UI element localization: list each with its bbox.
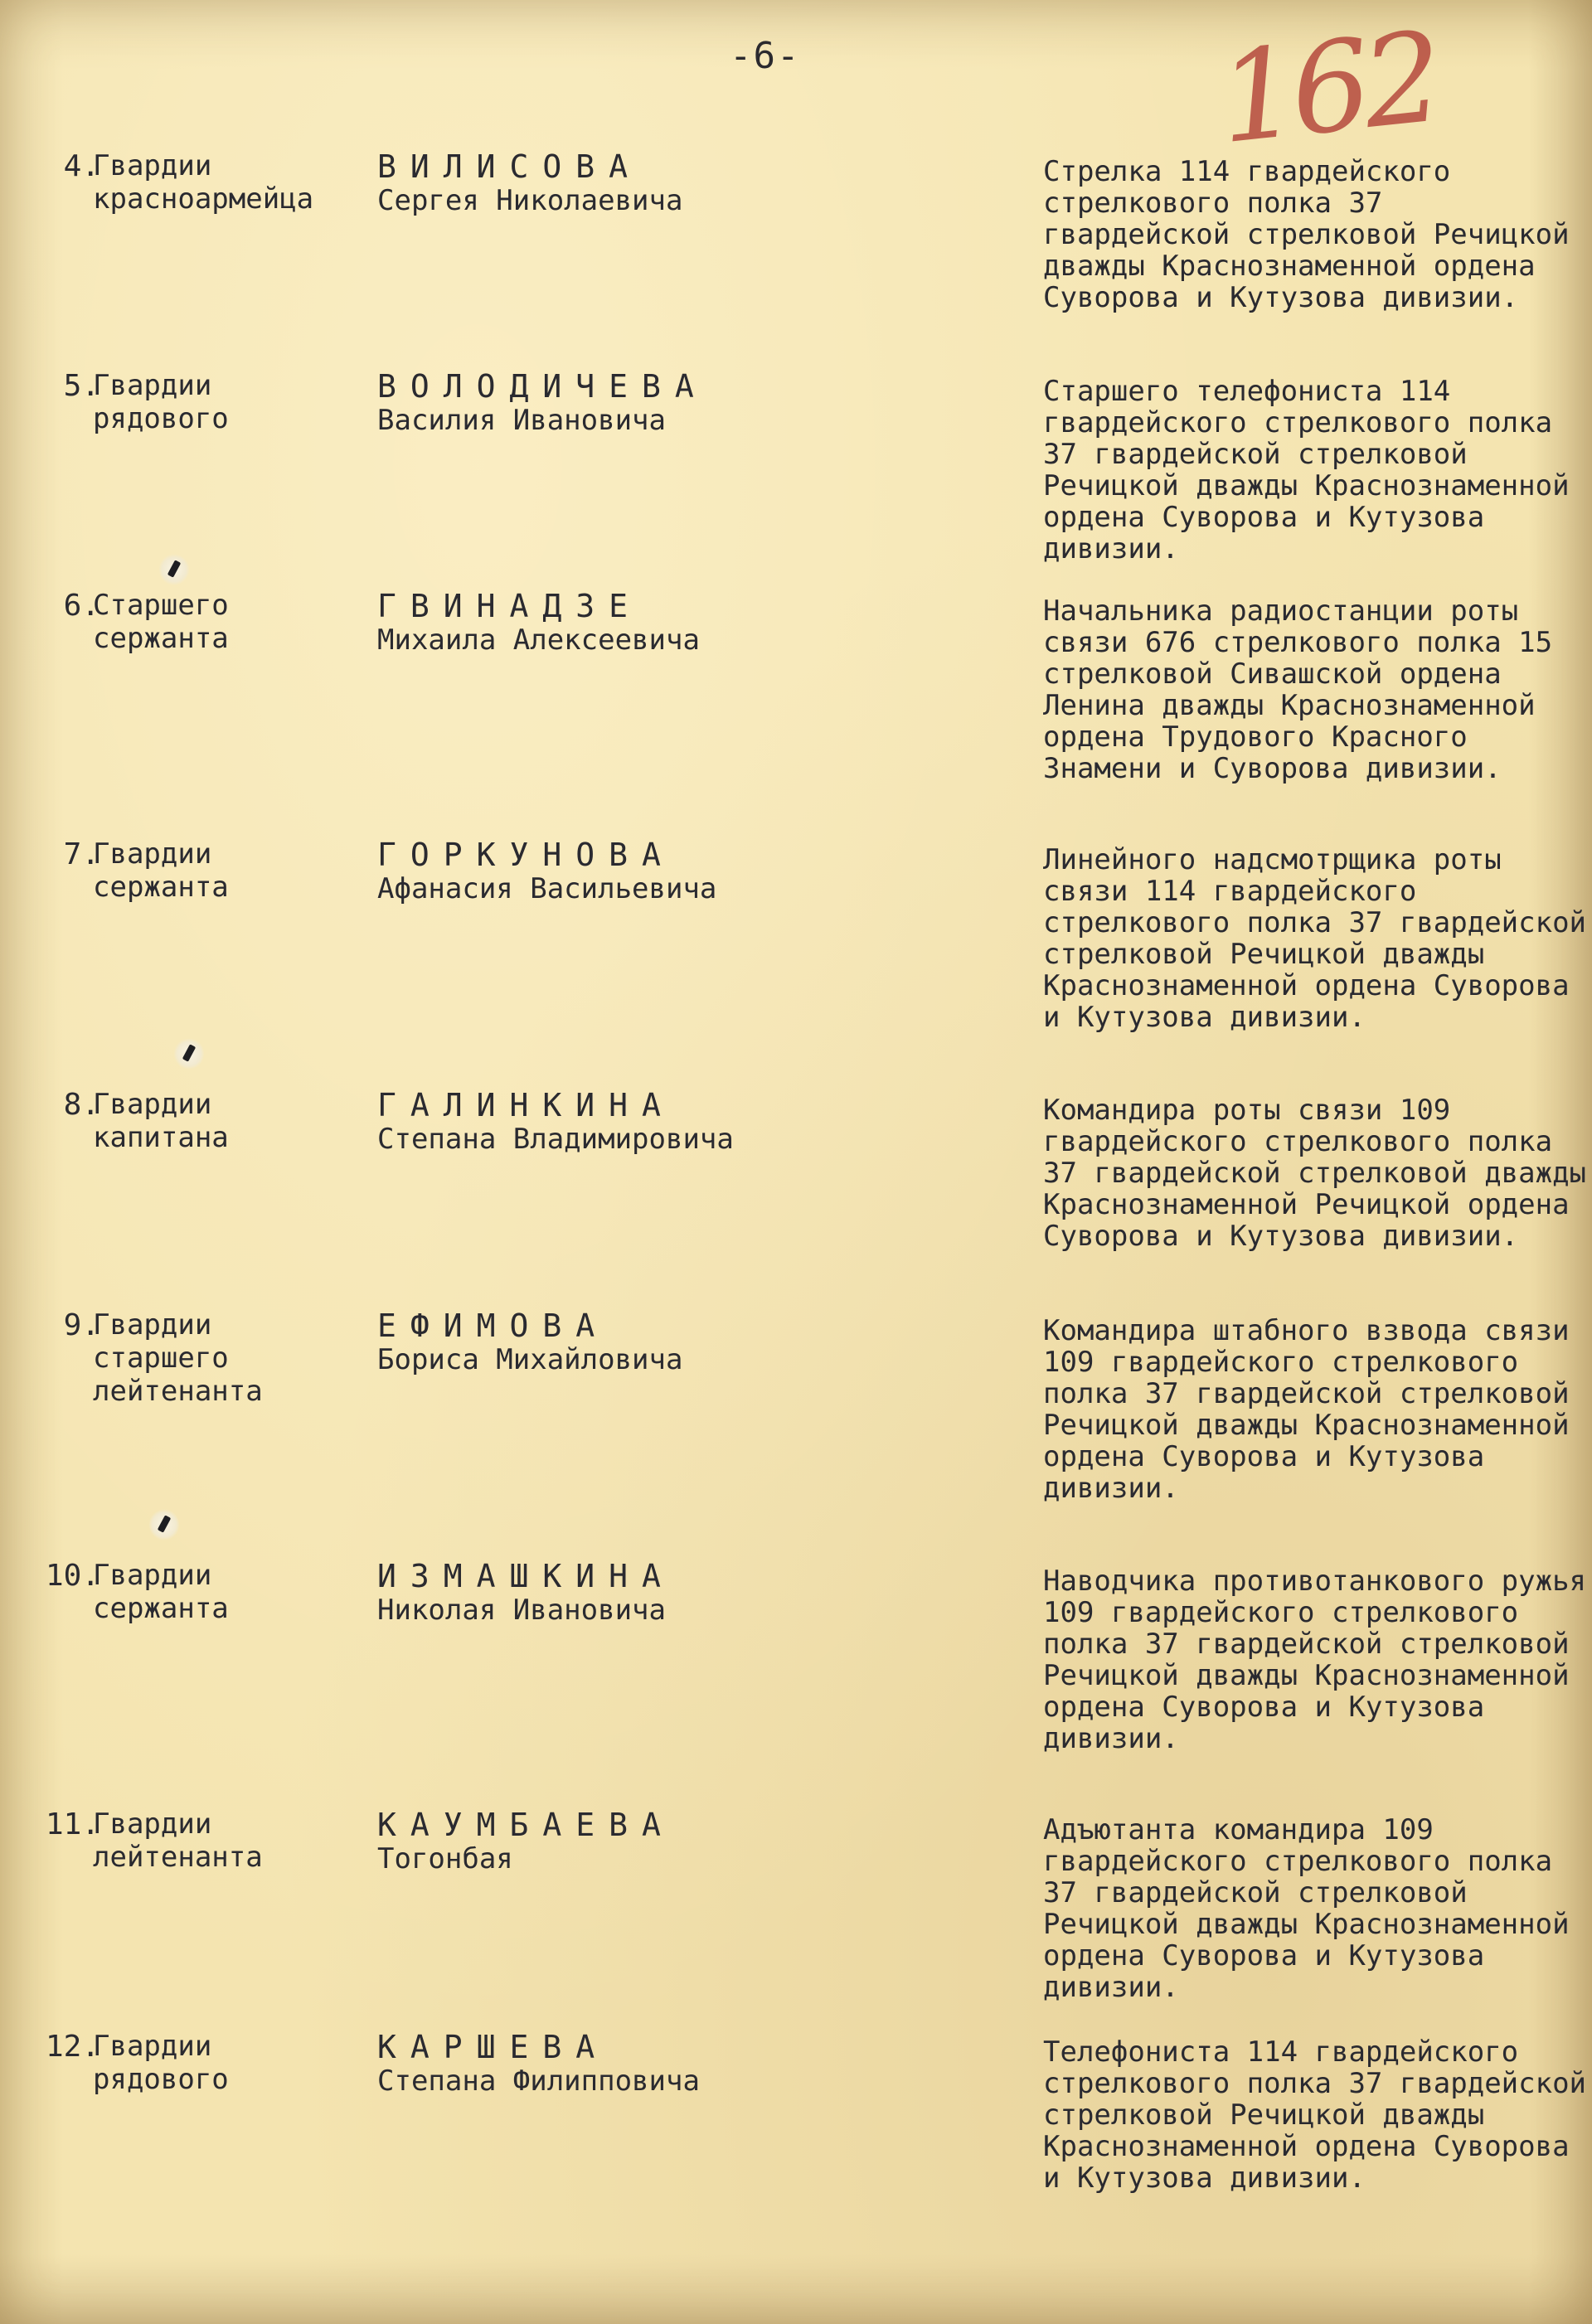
entry-position: Телефониста 114 гвардейского стрелкового полка 37 гвардейской стрелковой Речицкой дважды Краснознаменной ордена Суворова и Кутузова дивизии. (1043, 2035, 1587, 2195)
entry-number: 4. (63, 149, 100, 183)
entry-number: 6. (63, 589, 100, 623)
entry-surname: КАРШЕВА (377, 2029, 609, 2065)
handwritten-archive-number: 162 (1211, 5, 1444, 172)
punch-hole-mark (174, 1038, 204, 1070)
entry-given-names: Михаила Алексеевича (377, 623, 700, 657)
entry-number: 11. (45, 1807, 100, 1841)
entry-surname: ВИЛИСОВА (377, 148, 643, 185)
entry-position: Старшего телефониста 114 гвардейского стрелкового полка 37 гвардейской стрелковой Речицкой дважды Краснознаменной ордена Суворова и Кутузова дивизии. (1043, 375, 1570, 565)
entry-number: 5. (63, 369, 100, 403)
entry-rank: Гвардии капитана (93, 1088, 229, 1154)
entry-rank: Старшего сержанта (93, 589, 229, 655)
entry-given-names: Афанасия Васильевича (377, 872, 717, 905)
entry-surname: КАУМБАЕВА (377, 1807, 675, 1843)
entry-given-names: Бориса Михайловича (377, 1343, 683, 1376)
entry-number: 10. (45, 1559, 100, 1593)
entry-surname: ГОРКУНОВА (377, 837, 675, 873)
entry-rank: Гвардии сержанта (93, 837, 229, 904)
entry-rank: Гвардии рядового (93, 369, 229, 435)
entry-position: Стрелка 114 гвардейского стрелкового полка 37 гвардейской стрелковой Речицкой дважды Краснознаменной ордена Суворова и Кутузова дивизии. (1043, 155, 1570, 314)
page-number: -6- (730, 35, 801, 77)
punch-hole-mark (149, 1509, 179, 1540)
entry-number: 8. (63, 1088, 100, 1122)
entry-rank: Гвардии сержанта (93, 1559, 229, 1625)
entry-number: 9. (63, 1308, 100, 1342)
entry-given-names: Николая Ивановича (377, 1594, 666, 1627)
entry-number: 12. (45, 2030, 100, 2064)
entry-surname: ВОЛОДИЧЕВА (377, 368, 708, 405)
entry-surname: ГАЛИНКИНА (377, 1087, 675, 1123)
entry-rank: Гвардии лейтенанта (93, 1807, 263, 1874)
entry-position: Командира штабного взвода связи 109 гвардейского стрелкового полка 37 гвардейской стрелковой Речицкой дважды Краснознаменной ордена Суворова и Кутузова дивизии. (1043, 1314, 1570, 1505)
entry-position: Адъютанта командира 109 гвардейского стрелкового полка 37 гвардейской стрелковой Речицкой дважды Краснознаменной ордена Суворова и Кутузова дивизии. (1043, 1813, 1570, 2004)
entry-position: Начальника радиостанции роты связи 676 стрелкового полка 15 стрелковой Сивашской ордена Ленина дважды Краснознаменной ордена Трудового Красного Знамени и Суворова дивизии. (1043, 594, 1553, 785)
entry-surname: ИЗМАШКИНА (377, 1558, 675, 1594)
entry-position: Командира роты связи 109 гвардейского стрелкового полка 37 гвардейской стрелковой дважды Краснознаменной Речицкой ордена Суворова и Кутузова дивизии. (1043, 1094, 1587, 1253)
entry-given-names: Василия Ивановича (377, 404, 666, 437)
entry-surname: ГВИНАДЗЕ (377, 588, 643, 624)
entry-given-names: Степана Филипповича (377, 2064, 700, 2098)
entry-given-names: Степана Владимировича (377, 1123, 734, 1156)
entry-given-names: Сергея Николаевича (377, 184, 683, 217)
punch-hole-mark (159, 554, 189, 585)
entry-position: Линейного надсмотрщика роты связи 114 гвардейского стрелкового полка 37 гвардейской стрелковой Речицкой дважды Краснознаменной ордена Суворова и Кутузова дивизии. (1043, 843, 1587, 1034)
entry-given-names: Тогонбая (377, 1842, 513, 1875)
entry-rank: Гвардии старшего лейтенанта (93, 1308, 263, 1408)
entry-rank: Гвардии рядового (93, 2030, 229, 2096)
entry-rank: Гвардии красноармейца (93, 149, 314, 216)
entry-position: Наводчика противотанкового ружья 109 гвардейского стрелкового полка 37 гвардейской стрелковой Речицкой дважды Краснознаменной ордена Суворова и Кутузова дивизии. (1043, 1565, 1587, 1755)
entry-surname: ЕФИМОВА (377, 1308, 609, 1344)
entry-number: 7. (63, 837, 100, 871)
